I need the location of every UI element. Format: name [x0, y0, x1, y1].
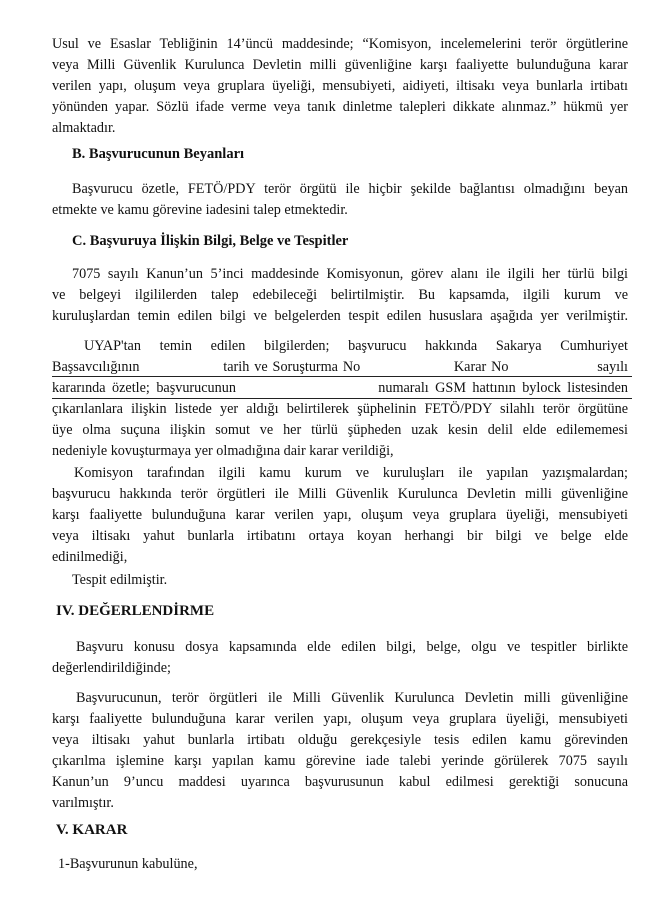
text-line: Başvurucunun, terör örgütleri ile Milli Güvenlik Kurulunca Devletin milli güvenliğine	[76, 690, 628, 706]
text-line: Başvurucu özetle, FETÖ/PDY terör örgütü ile hiçbir şekilde bağlantısı olmadığını beyan	[72, 181, 628, 197]
text-line: 7075 sayılı Kanun’un 5’inci maddesinde Komisyonun, görev alanı ile ilgili her türlü bilgi	[72, 266, 628, 282]
text-line: nedeniyle kovuşturmaya yer olmadığına dair karar verildiği,	[52, 443, 394, 459]
text-line: kararında özetle; başvurucunun numaralı GSM hattının bylock listesinden	[52, 380, 628, 396]
section-c-paragraph-1	[52, 264, 628, 327]
text-line: başvurucu hakkında terör örgütleri ile Milli Güvenlik Kurulunca Devletin milli güvenliğine	[52, 486, 628, 502]
text-line: etmekte ve kamu görevine iadesini talep etmektedir.	[52, 202, 348, 218]
text-line: üye olma suçuna ilişkin somut ve her türlü şüpheden uzak kesin delil elde edilememesi	[52, 422, 628, 438]
text-line: yönünden yapar. Sözlü ifade verme veya tanık dinletme talepleri dikkate alınmaz.” hükmü yer	[52, 99, 628, 115]
text-line: varılmıştır.	[52, 795, 114, 811]
text-line: verilen yapı, oluşum veya gruplara üyeliği, mensubiyeti, aidiyeti, iltisakı veya bunlarla irtibatı	[52, 78, 628, 94]
section-v-heading: V. KARAR	[56, 822, 128, 838]
text-line: 1-Başvurunun kabulüne,	[58, 856, 198, 872]
text-line: Başvuru konusu dosya kapsamında elde edilen bilgi, belge, olgu ve tespitler birlikte	[76, 639, 628, 655]
text-line: veya iltisakı yahut bunlarla irtibatı olduğu gerekçesiyle tesis edilen kamu görevinden	[52, 732, 628, 748]
text-line: Tespit edilmiştir.	[72, 572, 168, 588]
text-line: ve belgeyi ilgililerden talep edebileceği belirtilmiştir. Bu kapsamda, ilgili kurum ve	[52, 287, 628, 303]
text-line: karşı faaliyette bulunduğuna karar verilen yapı, oluşum veya gruplara üyeliği, mensubiyeti	[52, 711, 628, 727]
section-v-item-1	[58, 854, 634, 875]
text-line: çıkarılma işlemine karşı yapılan kamu görevine iade talebi yerinde görülerek 7075 sayılı	[52, 753, 628, 769]
text-line: UYAP'tan temin edilen bilgilerden; başvurucu hakkında Sakarya Cumhuriyet	[84, 338, 628, 354]
text-line: karşı faaliyette bulunduğuna karar verilen yapı, oluşum veya gruplara üyeliği, mensubiyeti	[52, 507, 628, 523]
section-c-paragraph-2	[52, 336, 628, 462]
text-line: veya iltisakı yahut bunlarla irtibatını ortaya koyan herhangi bir bilgi ve belge elde	[52, 528, 628, 544]
text-line: Başsavcılığının tarih ve Soruşturma No Karar No sayılı	[52, 359, 628, 375]
section-c-heading: C. Başvuruya İlişkin Bilgi, Belge ve Tespitler	[72, 233, 349, 249]
text-line: Usul ve Esaslar Tebliğinin 14’üncü maddesinde; “Komisyon, incelemelerini terör örgütlerine	[52, 36, 628, 52]
text-line: çıkarılanlara ilişkin listede yer aldığı belirtilerek şüphelinin FETÖ/PDY silahlı terör örgütüne	[52, 401, 628, 417]
text-line: değerlendirildiğinde;	[52, 660, 171, 676]
section-c-paragraph-3	[52, 463, 628, 568]
section-iv-heading: IV. DEĞERLENDİRME	[56, 603, 215, 619]
section-b-heading: B. Başvurucunun Beyanları	[72, 146, 245, 162]
underline-rule	[52, 376, 632, 377]
text-line: kuruluşlardan temin edilen bilgi ve belgelerden tespit edilen hususlara aşağıda yer verilmiştir.	[52, 308, 628, 324]
text-line: Kanun’un 9’uncu maddesi uyarınca başvurusunun kabul edilmesi gerektiği sonucuna	[52, 774, 628, 790]
section-iv-paragraph-1	[52, 637, 628, 679]
section-iv-paragraph-2	[52, 688, 628, 814]
text-line: almaktadır.	[52, 120, 116, 136]
underline-rule	[52, 398, 632, 399]
text-line: veya Milli Güvenlik Kurulunca Devletin milli güvenliğine karşı faaliyette bulunduğuna karar	[52, 57, 628, 73]
text-line: Komisyon tarafından ilgili kamu kurum ve kuruluşları ile yapılan yazışmalardan;	[74, 465, 628, 481]
text-line: edinilmediği,	[52, 549, 128, 565]
section-c-closing	[72, 570, 648, 591]
section-b-paragraph	[52, 179, 628, 221]
intro-paragraph	[52, 34, 628, 139]
